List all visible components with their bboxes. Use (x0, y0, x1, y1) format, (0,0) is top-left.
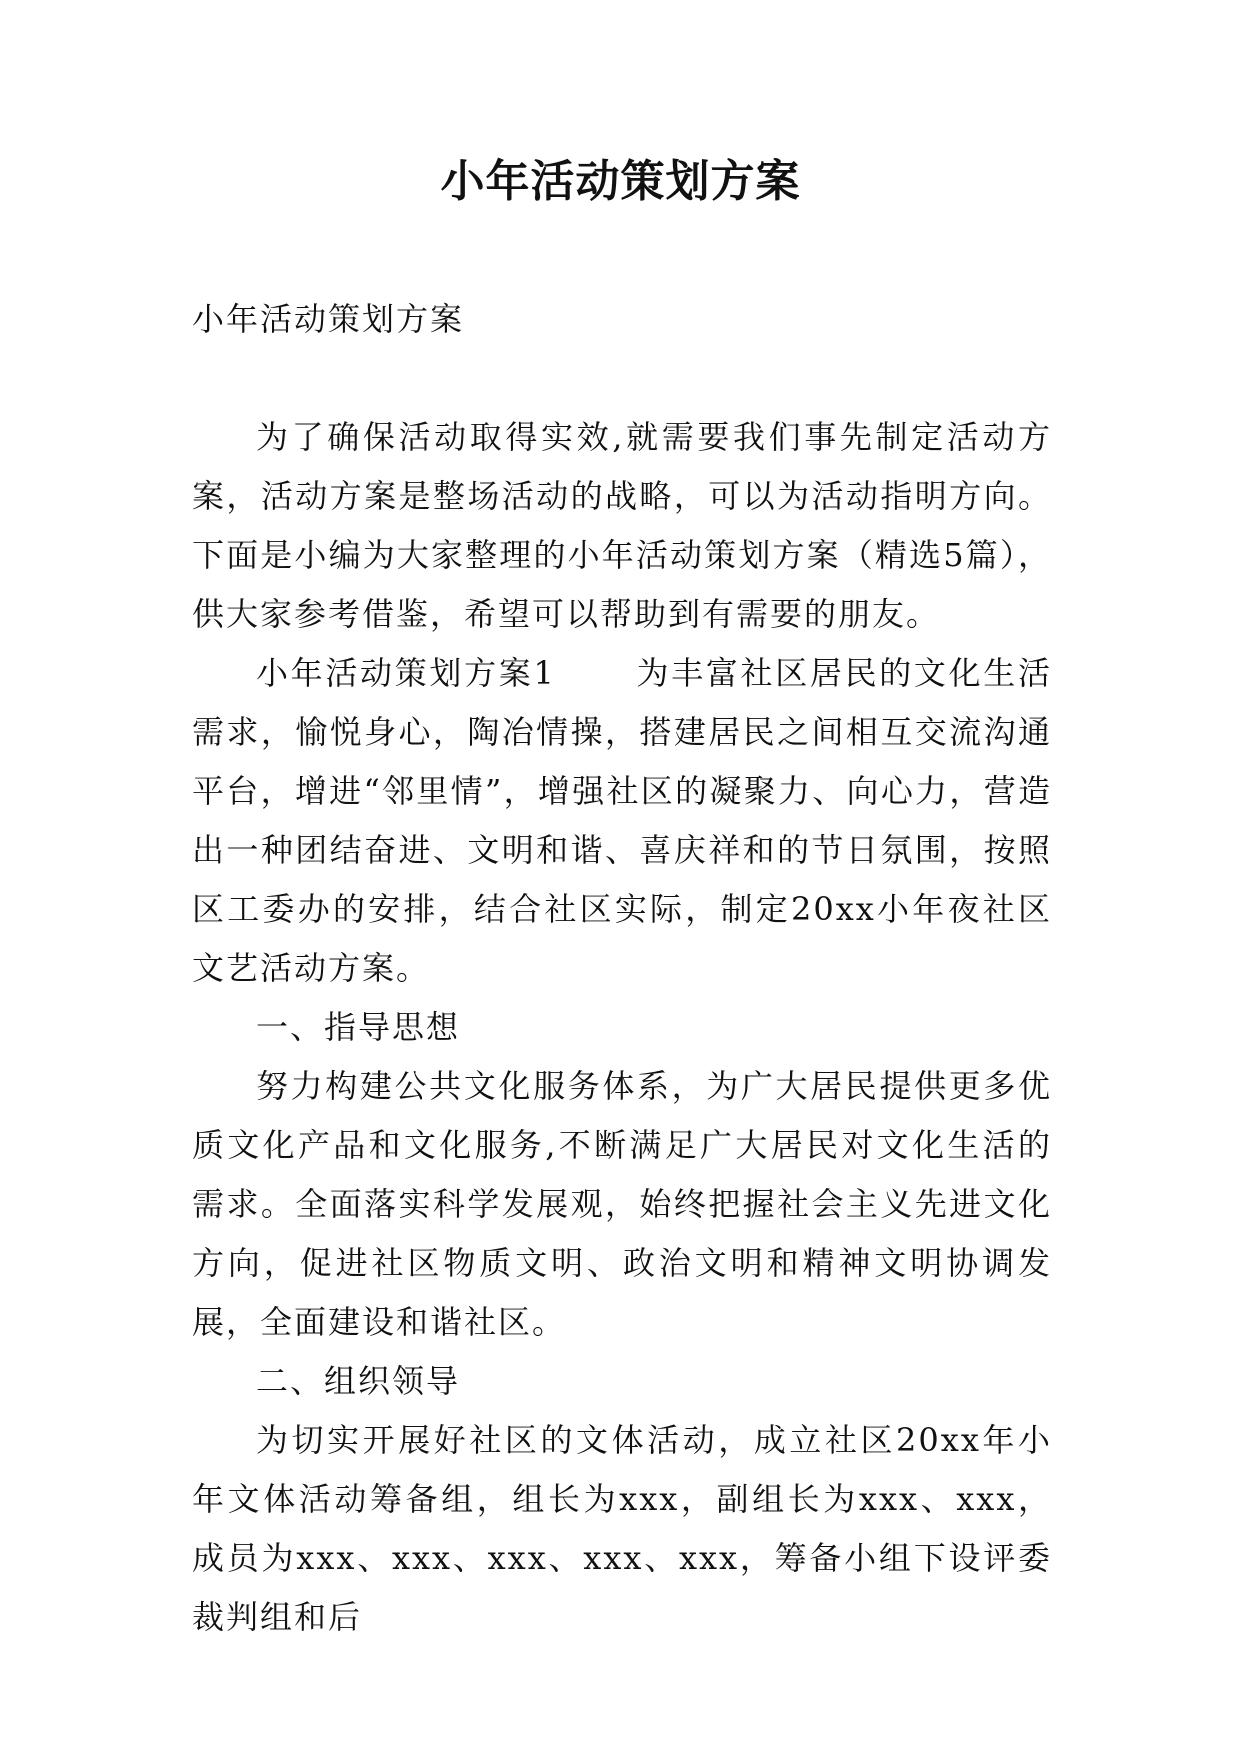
section-1-text: 为丰富社区居民的文化生活需求，愉悦身心，陶冶情操，搭建居民之间相互交流沟通平台，增进“邻里情”，增强社区的凝聚力、向心力，营造出一种团结奋进、文明和谐、喜庆祥和的节日氛围，按照区工委办的安排，结合社区实际，制定20xx小年夜社区文艺活动方案。 (192, 654, 1052, 987)
organization-paragraph: 为切实开展好社区的文体活动，成立社区20xx年小年文体活动筹备组，组长为xxx，副组长为xxx、xxx，成员为xxx、xxx、xxx、xxx、xxx，筹备小组下设评委裁判组和后 (192, 1421, 1052, 1636)
document-body (192, 290, 1052, 1647)
section-1-heading: 小年活动策划方案1 (256, 654, 556, 692)
section-1-paragraph (192, 644, 1052, 998)
heading-organization: 二、组织领导 (256, 1362, 461, 1400)
guiding-thought-paragraph: 努力构建公共文化服务体系，为广大居民提供更多优质文化产品和文化服务,不断满足广大居民对文化生活的需求。全面落实科学发展观，始终把握社会主义先进文化方向，促进社区物质文明、政治文明和精神文明协调发展，全面建设和谐社区。 (192, 1067, 1052, 1341)
document-subtitle: 小年活动策划方案 (192, 300, 465, 338)
heading-guiding-thought: 一、指导思想 (256, 1008, 461, 1046)
intro-paragraph: 为了确保活动取得实效,就需要我们事先制定活动方案，活动方案是整场活动的战略，可以为活动指明方向。下面是小编为大家整理的小年活动策划方案（精选5篇），供大家参考借鉴，希望可以帮助到有需要的朋友。 (192, 418, 1052, 633)
document-title: 小年活动策划方案 (440, 156, 801, 207)
